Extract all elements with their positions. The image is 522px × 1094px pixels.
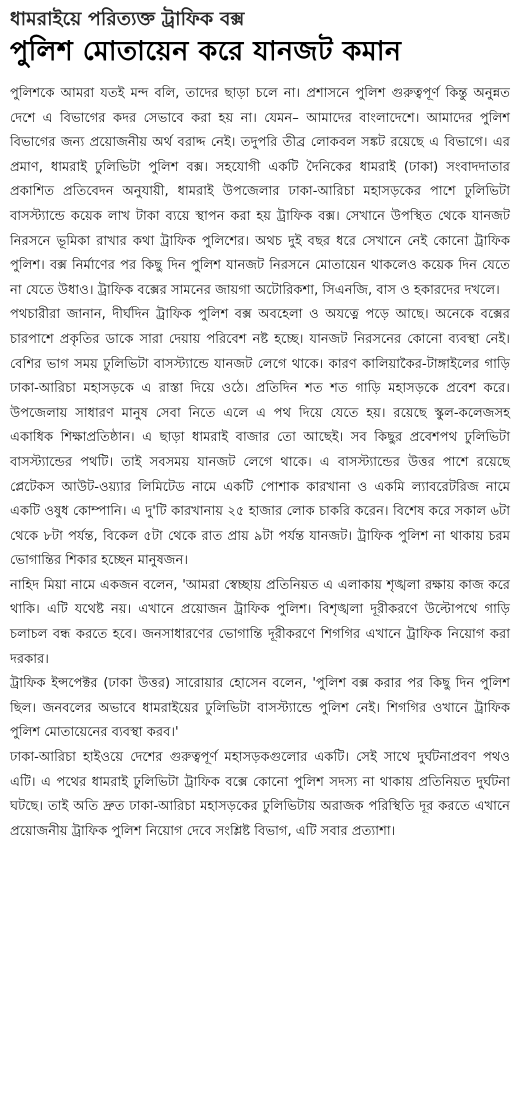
article-headline: পুলিশ মোতায়েন করে যানজট কমান (10, 36, 402, 67)
article-paragraph-3: নাহিদ মিয়া নামে একজন বলেন, 'আমরা স্বেচ্ছায় প্রতিনিয়ত এ এলাকায় শৃঙ্খলা রক্ষায় কাজ করে থাকি। এটি যথেষ্ট নয়। এখানে প্রয়োজন ট্রাফিক পুলিশ। বিশৃঙ্খলা দূরীকরণে উল্টোপথে গাড়ি চলাচল বন্ধ করতে হবে। জনসাধারণের ভোগান্তি দূরীকরণে শিগগির এখানে ট্রাফিক নিয়োগ করা দরকার। (10, 577, 510, 667)
article-body (10, 82, 510, 844)
article-paragraph-2: পথচারীরা জানান, দীর্ঘদিন ট্রাফিক পুলিশ বক্স অবহেলা ও অযত্নে পড়ে আছে। অনেকে বক্সের চারপাশে প্রকৃতির ডাকে সারা দেয়ায় পরিবেশ নষ্ট হচ্ছে। যানজট নিরসনের কোনো ব্যবস্থা নেই। বেশির ভাগ সময় ঢুলিভিটা বাসস্ট্যান্ডে যানজট লেগে থাকে। কারণ কালিয়াকৈর-টাঙ্গাইলের গাড়ি ঢাকা-আরিচা মহাসড়কে এ রাস্তা দিয়ে ওঠে। প্রতিদিন শত শত গাড়ি মহাসড়কে প্রবেশ করে। উপজেলায় সাধারণ মানুষ সেবা নিতে এলে এ পথ দিয়ে যেতে হয়। রয়েছে স্কুল-কলেজসহ একাধিক শিক্ষাপ্রতিষ্ঠান। এ ছাড়া ধামরাই বাজার তো আছেই। সব কিছুর প্রবেশপথ ঢুলিভিটা বাসস্ট্যান্ডের পথটি। তাই সবসময় যানজট লেগে থাকে। এ বাসস্ট্যান্ডের উত্তর পাশে রয়েছে প্লেটেকস আউট-ওয়্যার লিমিটেড নামে একটি পোশাক কারখানা ও একমি ল্যাবরেটরিজ নামে একটি ওষুধ কোম্পানি। এ দু'টি কারখানায় ২৫ হাজার লোক চাকরি করেন। বিশেষ করে সকাল ৬টা থেকে ৮টা পর্যন্ত, বিকেল ৫টা থেকে রাত প্রায় ৯টা পর্যন্ত যানজট। ট্রাফিক পুলিশ না থাকায় চরম ভোগান্তির শিকার হচ্ছেন মানুষজন। (10, 307, 510, 569)
article-paragraph-5: ঢাকা-আরিচা হাইওয়ে দেশের গুরুত্বপূর্ণ মহাসড়কগুলোর একটি। সেই সাথে দুর্ঘটনাপ্রবণ পথও এটি। এ পথের ধামরাই ঢুলিভিটা ট্রাফিক বক্সে কোনো পুলিশ সদস্য না থাকায় প্রতিনিয়ত দুর্ঘটনা ঘটছে। তাই অতি দ্রুত ঢাকা-আরিচা মহাসড়কের ঢুলিভিটায় অরাজক পরিস্থিতি দূর করতে এখানে প্রয়োজনীয় ট্রাফিক পুলিশ নিয়োগ দেবে সংশ্লিষ্ট বিভাগ, এটি সবার প্রত্যাশা। (10, 750, 510, 839)
article-paragraph-4: ট্রাফিক ইন্সপেক্টর (ঢাকা উত্তর) সারোয়ার হোসেন বলেন, 'পুলিশ বক্স করার পর কিছু দিন পুলিশ ছিল। জনবলের অভাবে ধামরাইয়ের ঢুলিভিটা বাসস্ট্যান্ডে পুলিশ নেই। শিগগির ওখানে ট্রাফিক পুলিশ মোতায়েনের ব্যবস্থা করব।' (10, 676, 510, 741)
article-paragraph-1: পুলিশকে আমরা যতই মন্দ বলি, তাদের ছাড়া চলে না। প্রশাসনে পুলিশ গুরুত্বপূর্ণ কিন্তু অনুন্নত দেশে এ বিভাগের কদর সেভাবে করা হয় না। যেমন– আমাদের বাংলাদেশে। আমাদের পুলিশ বিভাগের জন্য প্রয়োজনীয় অর্থ বরাদ্দ নেই। তদুপরি তীব্র লোকবল সঙ্কট রয়েছে এ বিভাগে। এর প্রমাণ, ধামরাই ঢুলিভিটা পুলিশ বক্স। সহযোগী একটি দৈনিকের ধামরাই (ঢাকা) সংবাদদাতার প্রকাশিত প্রতিবেদন অনুযায়ী, ধামরাই উপজেলার ঢাকা-আরিচা মহাসড়কের পাশে ঢুলিভিটা বাসস্ট্যান্ডে কয়েক লাখ টাকা ব্যয়ে স্থাপন করা হয় ট্রাফিক বক্স। সেখানে উপস্থিত থেকে যানজট নিরসনে ভূমিকা রাখার কথা ট্রাফিক পুলিশের। অথচ দুই বছর ধরে সেখানে নেই কোনো ট্রাফিক পুলিশ। বক্স নির্মাণের পর কিছু দিন পুলিশ যানজট নিরসনে মোতায়েন থাকলেও কয়েক দিন যেতে না যেতে উধাও। ট্রাফিক বক্সের সামনের জায়গা অটোরিকশা, সিএনজি, বাস ও হকারদের দখলে। (10, 86, 510, 298)
article-kicker: ধামরাইয়ে পরিত্যক্ত ট্রাফিক বক্স (10, 8, 245, 30)
